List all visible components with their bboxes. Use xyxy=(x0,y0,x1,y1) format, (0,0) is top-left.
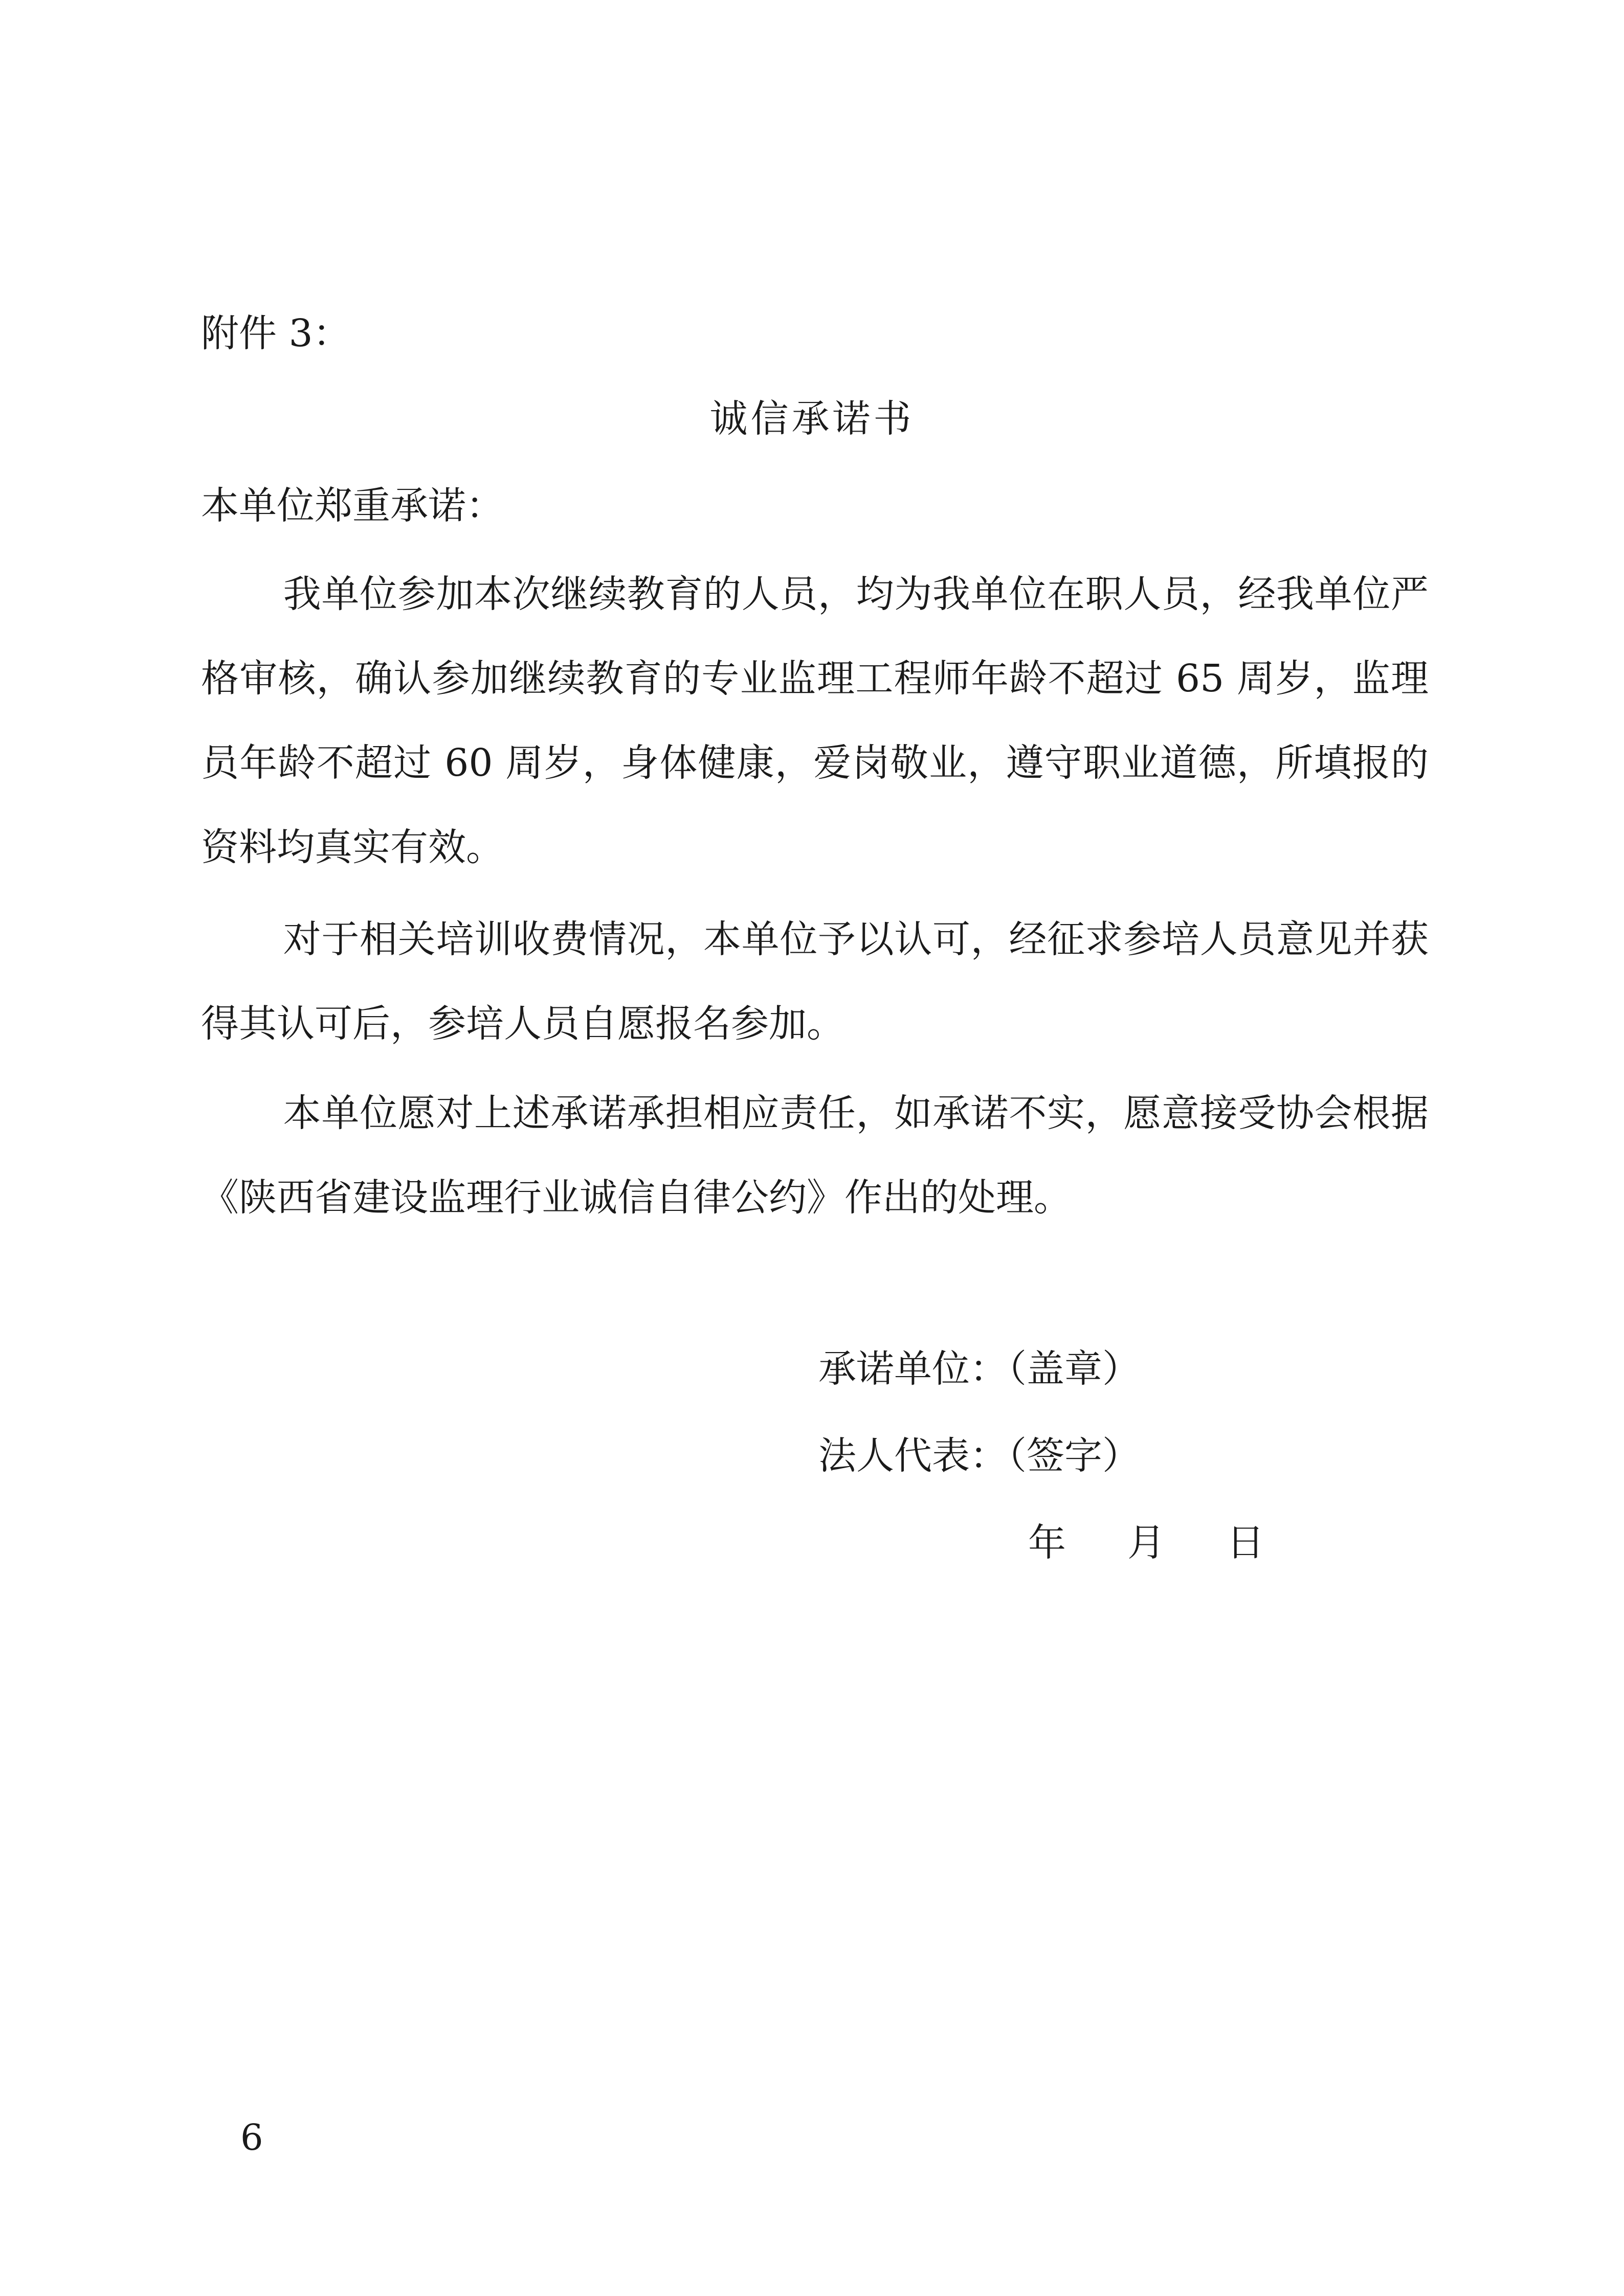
paragraph-2-text: 对于相关培训收费情况，本单位予以认可，经征求参培人员意见并获得其认可后，参培人员自愿报名参加。 xyxy=(201,917,1429,1046)
paragraph-1 xyxy=(201,552,1429,890)
salutation: 本单位郑重承诺： xyxy=(201,484,504,528)
paragraph-3-text: 本单位愿对上述承诺承担相应责任，如承诺不实，愿意接受协会根据《陕西省建设监理行业诚信自律公约》作出的处理。 xyxy=(201,1091,1429,1220)
attachment-label: 附件 3： xyxy=(201,311,351,355)
date-line xyxy=(1028,1521,1264,1565)
paragraph-2 xyxy=(201,897,1429,1066)
legal-representative-line: 法人代表：（签字） xyxy=(818,1434,1140,1478)
paragraph-1-text: 我单位参加本次继续教育的人员，均为我单位在职人员，经我单位严格审核，确认参加继续教育的专业监理工程师年龄不超过 65 周岁，监理员年龄不超过 60 周岁，身体健康，爱岗敬业，遵守职业道德，所填报的资料均真实有效。 xyxy=(201,572,1429,869)
document-title: 诚信承诺书 xyxy=(709,397,915,441)
paragraph-3 xyxy=(201,1071,1429,1240)
date-day: 日 xyxy=(1227,1521,1264,1565)
date-year: 年 xyxy=(1028,1521,1066,1565)
page-number: 6 xyxy=(240,2117,263,2158)
signature-unit-line: 承诺单位：（盖章） xyxy=(818,1347,1140,1391)
date-month: 月 xyxy=(1127,1521,1165,1565)
